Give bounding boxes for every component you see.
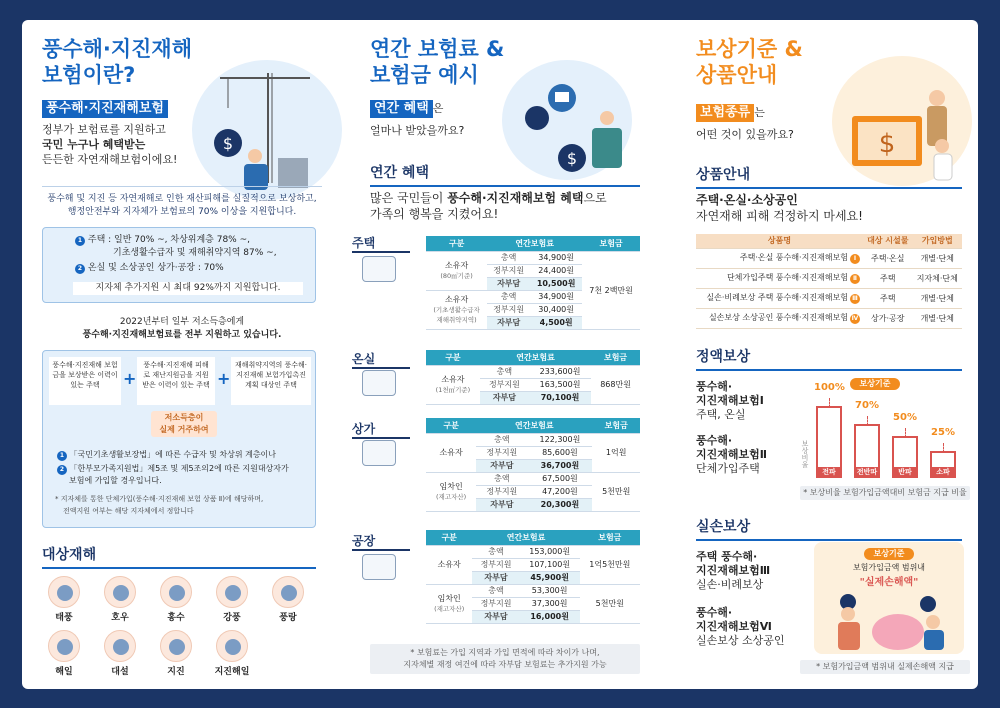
- disaster-icon: [160, 630, 192, 662]
- product-number-badge: Ⅳ: [851, 315, 859, 322]
- bar-label: 반파: [894, 467, 916, 478]
- disaster-label: 해일: [55, 667, 73, 677]
- condition-card-3: 재해취약지역의 풍수해· 지진재해 보험가입촉진 계획 대상인 주택: [231, 357, 311, 405]
- insured-party: 임차인 (재고자산): [426, 584, 472, 623]
- insured-party: 소유자 (1천㎡기준): [426, 365, 480, 404]
- disaster-label: 강풍: [223, 613, 241, 623]
- crane-worker-illustration: [200, 68, 315, 193]
- column-compensation: [682, 20, 978, 689]
- product-name: 실손보상 소상공인 풍수해·지진재해보험 Ⅳ: [696, 308, 863, 328]
- shop-table: [426, 418, 640, 512]
- support-description: 풍수해 및 지진 등 자연재해로 인한 재산피해를 실질적으로 보상하고, 행정안전부와 지자체가 보험료의 70% 이상을 지원합니다.: [47, 194, 317, 217]
- product-target: 주택: [863, 268, 913, 288]
- intro-badge: 풍수해·지진재해보험: [42, 100, 168, 118]
- disaster-icon: [48, 576, 80, 608]
- condition-card-1: 풍수해·지진재해 보험금을 보상받은 이력이 있는 주택: [49, 357, 121, 405]
- disaster-icon: [272, 576, 304, 608]
- full-support-notice: 2022년부터 일부 저소득층에게 풍수해·지진재해보험료를 전부 지원하고 있습니다.: [82, 317, 282, 340]
- row-label: 자부담: [487, 316, 530, 329]
- payout-value: 1억5천만원: [580, 545, 640, 584]
- row-label: 정부지원: [476, 446, 527, 459]
- row-label: 정부지원: [472, 597, 519, 610]
- row-label: 총액: [476, 472, 527, 485]
- product-guide-lead: 주택·온실·소상공인 자연재해 피해 걱정하지 마세요!: [696, 193, 863, 223]
- premium-value: 122,300원: [527, 433, 592, 446]
- bar-percent: 100%: [814, 382, 845, 393]
- premium-value: 30,400원: [530, 303, 582, 316]
- piggy-bank-illustration: [828, 592, 952, 652]
- low-income-tag: 저소득층이 실제 거주하여: [151, 411, 217, 437]
- row-label: 정부지원: [480, 378, 529, 391]
- premium-footnote: * 보험료는 가입 지역과 가입 면적에 따라 차이가 나며, 지자체별 재정 여건에 따라 자부담 보험료는 추가지원 가능: [370, 644, 640, 674]
- premium-value: 37,300원: [520, 597, 580, 610]
- disaster-icon: [216, 630, 248, 662]
- row-label: 총액: [476, 433, 527, 446]
- product-target: 주택: [863, 288, 913, 308]
- table-header-row: [426, 530, 640, 545]
- product-name: 주택·온실 풍수해·지진재해보험 Ⅰ: [696, 248, 863, 268]
- table-header: 연간보험료: [472, 530, 579, 545]
- svg-text:$: $: [566, 149, 578, 168]
- product-method: 개별·단체: [913, 288, 962, 308]
- row-label: 정부지원: [487, 264, 530, 277]
- house-table: [426, 236, 640, 330]
- disaster-section-title: 대상재해: [42, 544, 316, 569]
- disaster-icon: [104, 630, 136, 662]
- premium-value: 45,900원: [520, 571, 580, 584]
- row-label: 총액: [487, 251, 530, 264]
- table-row: [426, 365, 640, 378]
- compensation-bar: [892, 436, 918, 478]
- insured-party: 임차인 (재고자산): [426, 472, 476, 511]
- product-number-badge: Ⅰ: [850, 254, 860, 264]
- product-guide-title: 상품안내: [696, 164, 962, 189]
- fixed-footnote: * 보상비율 보험가입금액대비 보험금 지급 비율: [800, 486, 970, 500]
- annual-benefit-lead: 많은 국민들이 풍수해·지진재해보험 혜택으로 가족의 행복을 지켰어요!: [370, 191, 607, 221]
- bar-percent: 50%: [893, 412, 917, 423]
- premium-value: 20,300원: [527, 498, 592, 511]
- table-row: [696, 308, 962, 328]
- compensation-standard-tag: 보상기준: [850, 378, 900, 390]
- premium-value: 36,700원: [527, 459, 592, 472]
- premium-value: 34,900원: [530, 290, 582, 303]
- table-header-row: [696, 234, 962, 248]
- row-label: 총액: [480, 365, 529, 378]
- product-name: 단체가입주택 풍수해·지진재해보험 Ⅱ: [696, 268, 863, 288]
- row-label: 총액: [472, 584, 519, 597]
- table-row: [696, 248, 962, 268]
- table-row: [696, 268, 962, 288]
- disaster-label: 지진: [167, 667, 185, 677]
- product-number-badge: Ⅱ: [850, 274, 860, 284]
- product-number-badge: Ⅲ: [850, 294, 860, 304]
- table-header: 구분: [426, 418, 476, 433]
- fixed-compensation-title: 정액보상: [696, 346, 962, 371]
- page-title-intro: 풍수해·지진재해 보험이란?: [42, 37, 192, 87]
- row-label: 자부담: [472, 610, 519, 623]
- premium-value: 24,400원: [530, 264, 582, 277]
- table-header: 구분: [426, 350, 480, 365]
- fixed-product-2: 풍수해· 지진재해보험Ⅱ 단체가입주택: [696, 434, 768, 475]
- premium-value: 70,100원: [529, 391, 591, 404]
- compensation-bar: [930, 451, 956, 478]
- row-label: 정부지원: [472, 558, 519, 571]
- premium-value: 107,100원: [520, 558, 580, 571]
- premium-value: 10,500원: [530, 277, 582, 290]
- table-header: 보험금: [582, 236, 640, 251]
- category-house: 주택: [352, 234, 410, 253]
- disaster-item: [210, 576, 254, 623]
- brochure-sheet: [22, 20, 978, 689]
- factory-table: [426, 530, 640, 624]
- fixed-product-1: 풍수해· 지진재해보험Ⅰ 주택, 온실: [696, 380, 764, 421]
- table-row: [426, 472, 640, 485]
- payout-value: 5천만원: [580, 584, 640, 623]
- table-row: [696, 288, 962, 308]
- table-header: 구분: [426, 530, 472, 545]
- table-row: [426, 545, 640, 558]
- insured-party: 소유자 (80㎡기준): [426, 251, 487, 290]
- premium-value: 53,300원: [520, 584, 580, 597]
- product-target: 주택·온실: [863, 248, 913, 268]
- row-label: 정부지원: [476, 485, 527, 498]
- table-header: 가입방법: [913, 234, 962, 248]
- disaster-label: 지진해일: [214, 667, 250, 677]
- column-premium-examples: [352, 20, 652, 689]
- low-income-box: 풍수해·지진재해 보험금을 보상받은 이력이 있는 주택 + 풍수해·지진재해 피해로 재난지원금을 지원받은 이력이 있는 주택 + 재해취약지역의 풍수해· 지진재해 보험가입촉진 계획 대상인 주택 저소득층이 실제 거주하여 1 「국민기초생활보장법」에 따른 수급자 및 차상위 계층이나 2 「한부모가족지원법」제5조 및 제5조의2에 따른 지원대상자가 보험에 가입할 경우입니다. * 지자체를 통한 단체가입(풍수해·지진재해 보험 상품 Ⅱ)에 해당하며, 전액지원 여부는 해당 지자체에서 정합니다: [42, 350, 316, 528]
- row-label: 총액: [487, 290, 530, 303]
- greenhouse-icon: [362, 370, 396, 396]
- disaster-label: 홍수: [167, 613, 185, 623]
- disaster-label: 호우: [111, 613, 129, 623]
- annual-benefit-title: 연간 혜택: [370, 162, 640, 187]
- row-label: 자부담: [480, 391, 529, 404]
- chart-ylabel: 보상비율: [801, 440, 809, 468]
- table-header: 구분: [426, 236, 487, 251]
- table-header: 연간보험료: [476, 418, 592, 433]
- compensation-bar: [816, 406, 842, 478]
- disaster-item: [42, 576, 86, 623]
- table-header-row: [426, 350, 640, 365]
- product-name: 실손·비례보상 주택 풍수해·지진재해보험 Ⅲ: [696, 288, 863, 308]
- actual-loss-box: 보상기준 보험가입금액 범위내 "실제손해액": [814, 542, 964, 654]
- product-method: 개별·단체: [913, 308, 962, 328]
- disaster-label: 풍랑: [279, 613, 297, 623]
- page-title-premium: 연간 보험료 & 보험금 예시: [370, 37, 505, 87]
- premium-value: 34,900원: [530, 251, 582, 264]
- intro-text: 정부가 보험료를 지원하고 국민 누구나 혜택받는 든든한 자연재해보험이에요!: [42, 123, 178, 166]
- column-insurance-intro: [22, 20, 322, 689]
- disaster-icon: [104, 576, 136, 608]
- payout-value: 868만원: [591, 365, 640, 404]
- table-row: [426, 584, 640, 597]
- payout-value: 5천만원: [592, 472, 640, 511]
- insured-party: 소유자: [426, 433, 476, 472]
- insured-party: 소유자 (기초생활수급자 재해취약지역): [426, 290, 487, 329]
- premium-value: 233,600원: [529, 365, 591, 378]
- table-row: [426, 433, 640, 446]
- premium-value: 85,600원: [527, 446, 592, 459]
- table-header: 상품명: [696, 234, 863, 248]
- bar-label: 전파: [818, 467, 840, 478]
- table-header: 보험금: [580, 530, 640, 545]
- table-header-row: [426, 418, 640, 433]
- disaster-item: [154, 576, 198, 623]
- support-rate-box: 1 주택 : 일반 70% ~, 차상위계층 78% ~, 기초생활수급자 및 재해취약지역 87% ~, 2 온실 및 소상공인 상가·공장 : 70% 지자체 추가지원 시 최대 92%까지 지원합니다.: [42, 227, 316, 303]
- table-header: 보험금: [592, 418, 640, 433]
- factory-icon: [362, 554, 396, 580]
- product-table: [696, 234, 962, 329]
- page-title-compensation: 보상기준 & 상품안내: [696, 37, 803, 87]
- disaster-item: [98, 630, 142, 677]
- premium-badge: 연간 혜택 은: [370, 100, 443, 118]
- row-label: 자부담: [476, 459, 527, 472]
- disaster-icon: [216, 576, 248, 608]
- premium-value: 4,500원: [530, 316, 582, 329]
- product-question: 어떤 것이 있을까요?: [696, 128, 794, 141]
- disaster-label: 태풍: [55, 613, 73, 623]
- payout-value: 7천 2백만원: [582, 251, 640, 329]
- row-label: 자부담: [476, 498, 527, 511]
- product-method: 개별·단체: [913, 248, 962, 268]
- bar-percent: 25%: [931, 427, 955, 438]
- bar-label: 소파: [932, 467, 954, 478]
- premium-value: 67,500원: [527, 472, 592, 485]
- svg-text:$: $: [222, 134, 234, 153]
- table-row: [426, 251, 640, 264]
- row-label: 정부지원: [487, 303, 530, 316]
- disaster-item: [154, 630, 198, 677]
- actual-loss-title: 실손보상: [696, 516, 962, 541]
- product-target: 상가·공장: [863, 308, 913, 328]
- premium-value: 163,500원: [529, 378, 591, 391]
- payout-value: 1억원: [592, 433, 640, 472]
- row-label: 자부담: [487, 277, 530, 290]
- disaster-item: [210, 630, 254, 677]
- premium-value: 47,200원: [527, 485, 592, 498]
- disaster-icon: [160, 576, 192, 608]
- disaster-item: [98, 576, 142, 623]
- loss-product-2: 풍수해· 지진재해보험Ⅵ 실손보상 소상공인: [696, 606, 785, 647]
- category-factory: 공장: [352, 532, 410, 551]
- product-type-badge: 보험종류 는: [696, 104, 765, 122]
- table-header: 연간보험료: [480, 350, 591, 365]
- table-header: 연간보험료: [487, 236, 582, 251]
- category-greenhouse: 온실: [352, 350, 410, 369]
- category-shop: 상가: [352, 420, 410, 439]
- disaster-item: [266, 576, 310, 623]
- insured-party: 소유자: [426, 545, 472, 584]
- shop-icon: [362, 440, 396, 466]
- disaster-item: [42, 630, 86, 677]
- disaster-icon: [48, 630, 80, 662]
- row-label: 자부담: [472, 571, 519, 584]
- bar-label: 전반파: [856, 468, 878, 476]
- loss-footnote: * 보험가입금액 범위내 실제손해액 지급: [800, 660, 970, 674]
- premium-value: 16,000원: [520, 610, 580, 623]
- bar-percent: 70%: [855, 400, 879, 411]
- product-method: 지자체·단체: [913, 268, 962, 288]
- house-icon: [362, 256, 396, 282]
- condition-card-2: 풍수해·지진재해 피해로 재난지원금을 지원받은 이력이 있는 주택: [137, 357, 215, 405]
- disaster-label: 대설: [111, 667, 129, 677]
- premium-value: 153,000원: [520, 545, 580, 558]
- loss-product-1: 주택 풍수해· 지진재해보험Ⅲ 실손·비례보상: [696, 550, 771, 591]
- table-header: 보험금: [591, 350, 640, 365]
- table-header-row: [426, 236, 640, 251]
- table-header: 대상 시설물: [863, 234, 913, 248]
- svg-text:$: $: [878, 129, 896, 159]
- row-label: 총액: [472, 545, 519, 558]
- premium-question: 얼마나 받았을까요?: [370, 124, 465, 137]
- compensation-bar: [854, 424, 880, 478]
- greenhouse-table: [426, 350, 640, 405]
